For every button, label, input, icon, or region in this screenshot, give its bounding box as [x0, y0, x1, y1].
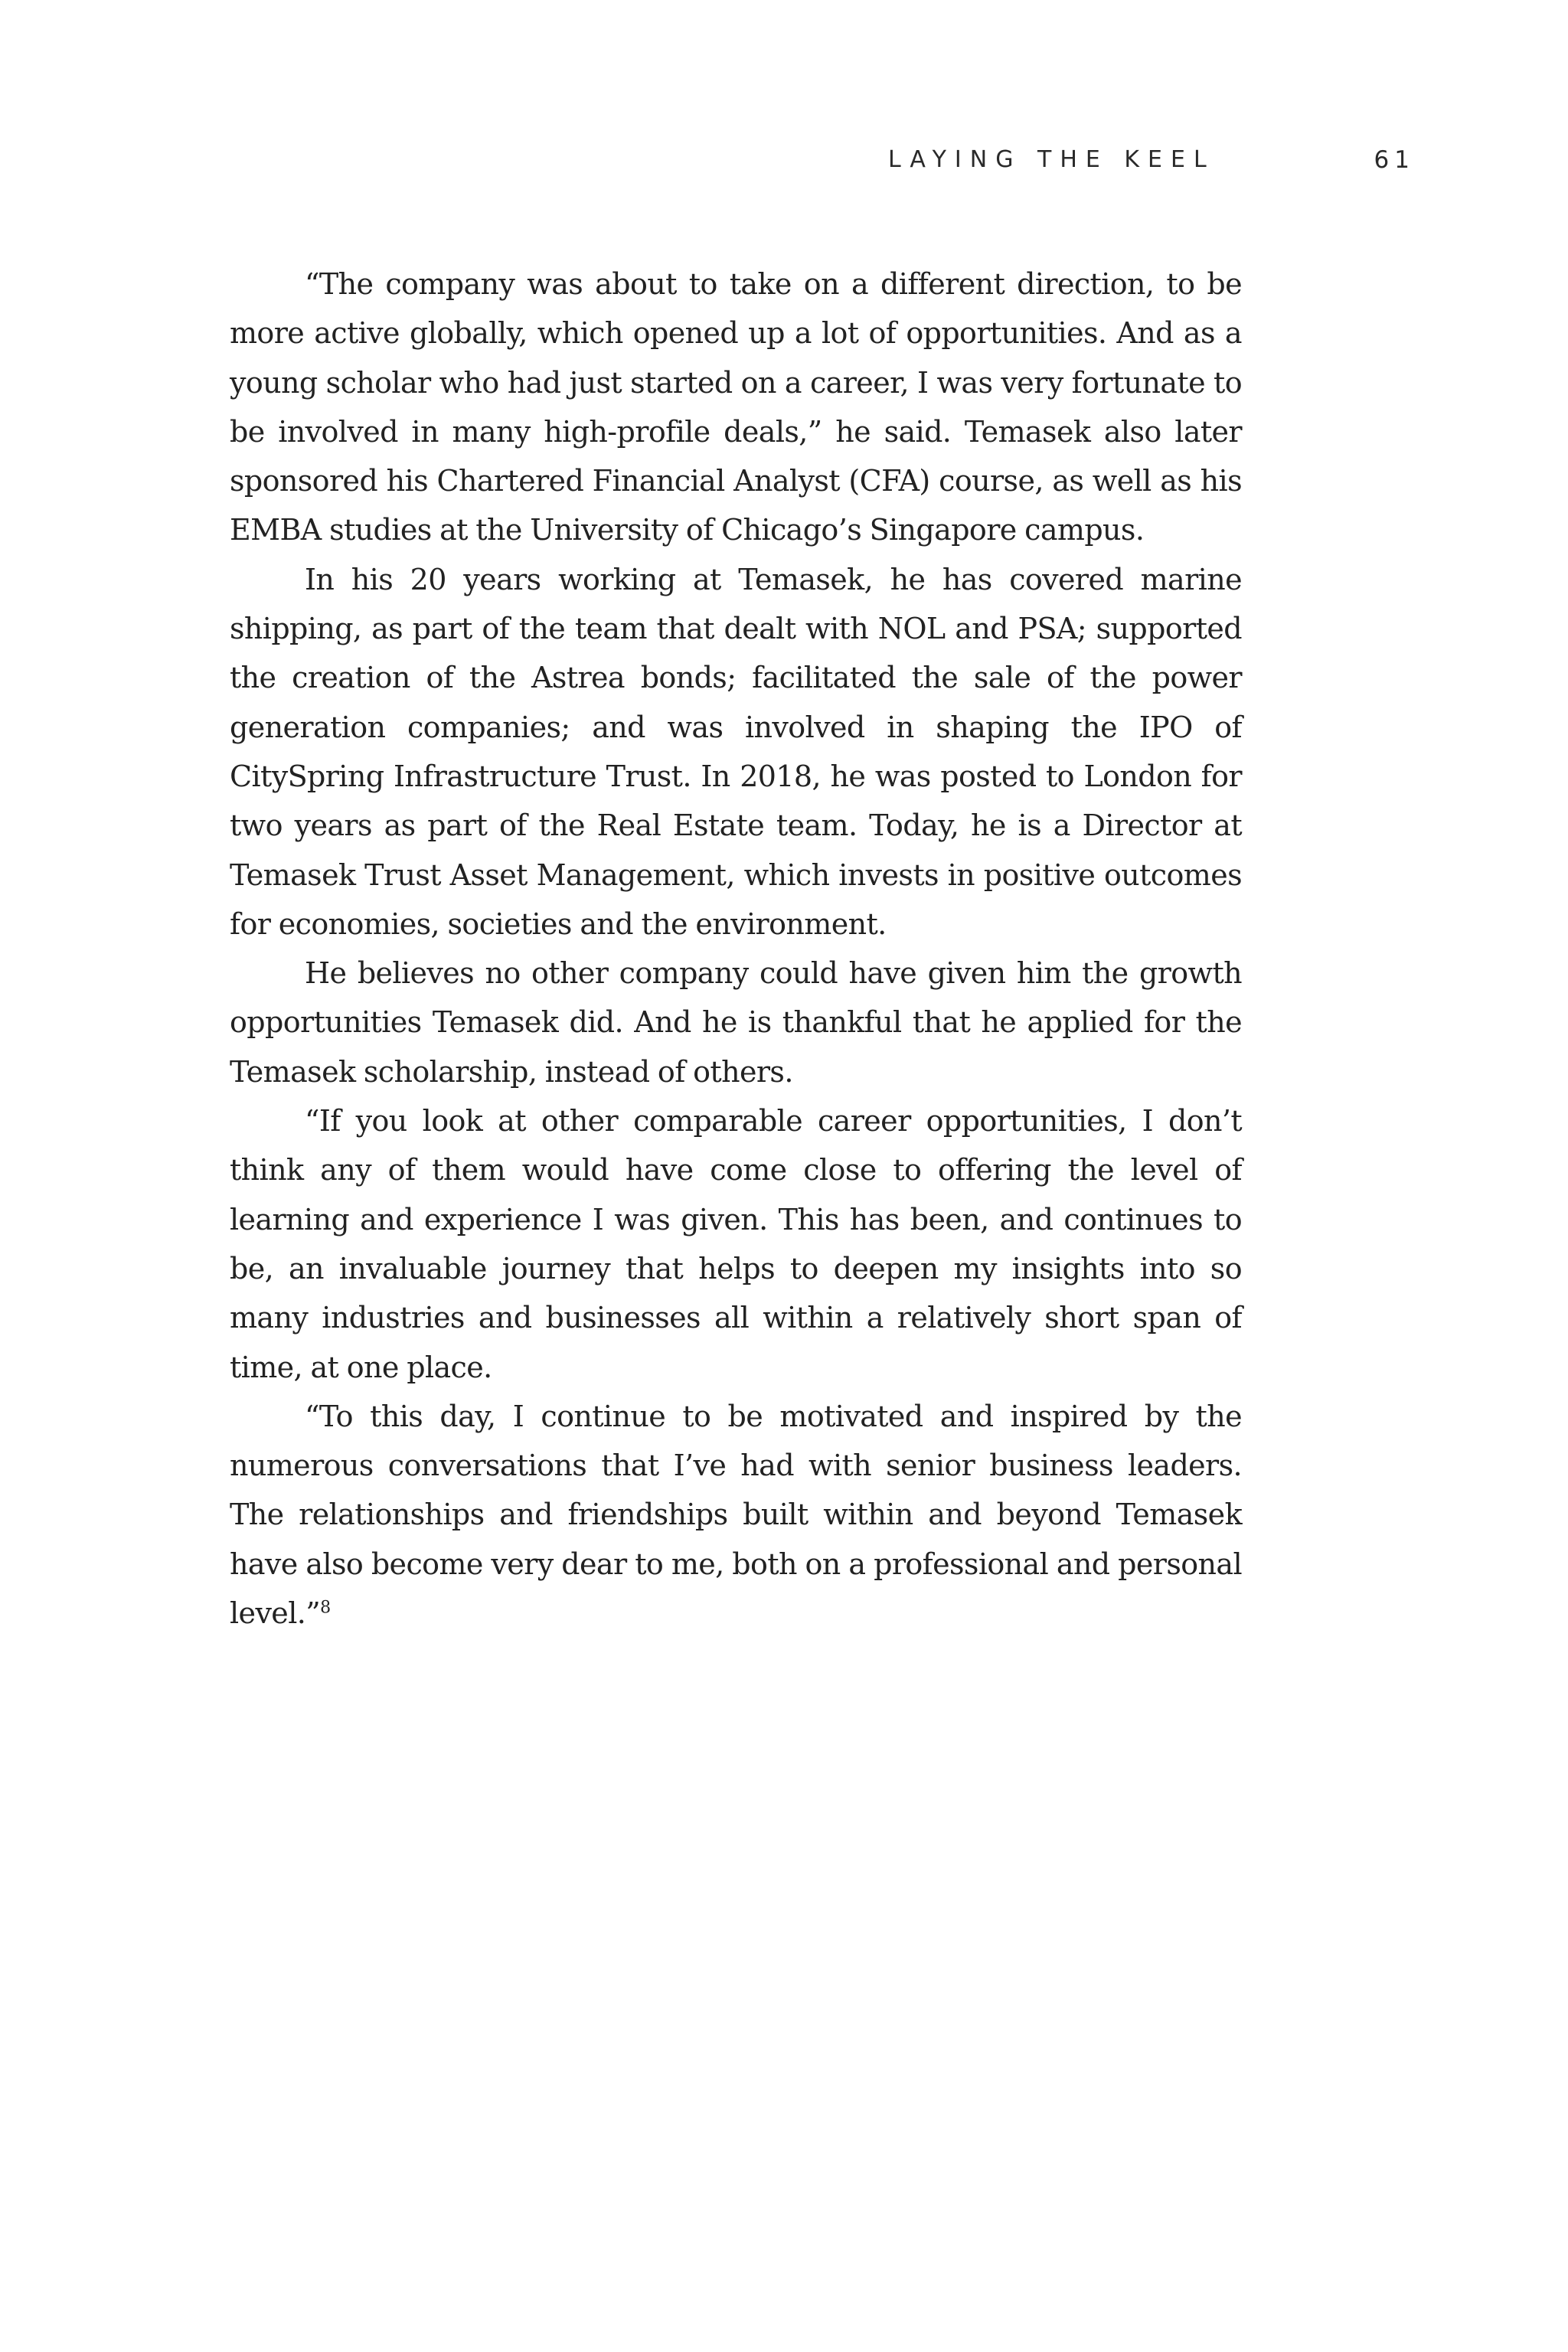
body-text — [230, 260, 1242, 1638]
paragraph-5 — [230, 1392, 1242, 1638]
running-title: LAYING THE KEEL — [888, 146, 1215, 173]
paragraph-2: In his 20 years working at Temasek, he has covered marine shipping, as part of the team that dealt with NOL and PSA; supported the creation of the Astrea bonds; facilitated the sale of the power generation companies; and was involved in shaping the IPO of CitySpring Infrastructure Trust. In 2018, he was posted to London for two years as part of the Real Estate team. Today, he is a Director at Temasek Trust Asset Management, which invests in positive outcomes for economies, societies and the environment. — [230, 562, 1242, 941]
paragraph-1: “The company was about to take on a different direction, to be more active globally, which opened up a lot of opportunities. And as a young scholar who had just started on a career, I was very fortunate to be involved in many high-profile deals,” he said. Temasek also later sponsored his Chartered Financial Analyst (CFA) course, as well as his EMBA studies at the University of Chicago’s Singapore campus. — [230, 267, 1242, 547]
paragraph-3: He believes no other company could have given him the growth opportunities Temasek did. And he is thankful that he applied for the Temasek scholarship, instead of others. — [230, 956, 1242, 1089]
page-number: 61 — [1374, 146, 1415, 174]
footnote-reference: 8 — [320, 1598, 331, 1618]
running-head — [888, 141, 1415, 179]
paragraph-4: “If you look at other comparable career opportunities, I don’t think any of them would have come close to offering the level of learning and experience I was given. This has been, and continues to be, an invaluable journey that helps to deepen my insights into so many industries and businesses all within a relatively short span of time, at one place. — [230, 1104, 1242, 1384]
paragraph-5-text: “To this day, I continue to be motivated and inspired by the numerous conversations that I’ve had with senior business leaders. The relationships and friendships built within and beyond Temasek have also become very dear to me, both on a professional and personal level.” — [230, 1399, 1242, 1631]
